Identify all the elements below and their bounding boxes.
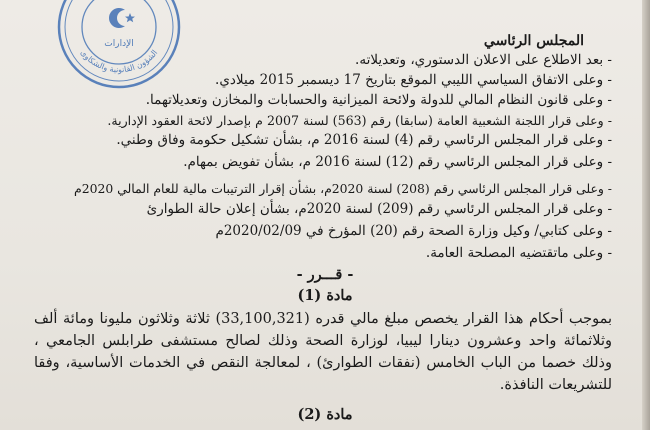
preamble-line: - وعلى قرار المجلس الرئاسي رقم (4) لسنة 2016 م، بشأن تشكيل حكومة وفاق وطني.: [116, 132, 612, 148]
svg-text:الشؤون القانونية والشكاوى: [79, 48, 160, 74]
preamble-line: - وعلى قرار المجلس الرئاسي رقم (208) لسنة 2020م، بشأن إقرار الترتيبات مالية للعام المالي 2020م: [74, 181, 612, 196]
council-heading: المجلس الرئاسي: [483, 33, 584, 49]
official-stamp: [56, 0, 182, 90]
article-2-title: مادة (2): [297, 406, 353, 423]
stamp-bottom-text: الشؤون القانونية والشكاوى: [78, 48, 160, 75]
preamble-line: - وعلى قانون النظام المالي للدولة ولائحة الميزانية والحسابات والمخازن وتعديلاتهما.: [145, 92, 612, 108]
preamble-line: - بعد الاطلاع على الاعلان الدستوري، وتعديلاته.: [355, 52, 612, 68]
preamble-line: - وعلى ماتقتضيه المصلحة العامة.: [425, 245, 612, 261]
article-1-title: مادة (1): [297, 287, 353, 304]
preamble-line: - وعلى قرار المجلس الرئاسي رقم (12) لسنة 2016 م، بشأن تفويض بمهام.: [183, 154, 612, 170]
crescent-star-icon: [109, 8, 135, 28]
article-1-text: بموجب أحكام هذا القرار يخصص مبلغ مالي قدره (33,100,321) ثلاثة وثلاثون مليونا ومائة ألف وثلاثمائة واحد وعشرون دينارا ليبيا، لوزارة الصحة وذلك لصالح مستشفى طرابلس الجامعي ، وذلك خصما من الباب الخامس (نفقات الطوارئ) ، لمعالجة النقص في الخدمات الأساسية، وفقا للتشريعات النافذة.: [34, 311, 613, 393]
stamp-mid-text: الإدارات: [104, 39, 134, 49]
preamble-line: - وعلى كتابي/ وكيل وزارة الصحة رقم (20) المؤرخ في 2020/02/09م: [215, 223, 612, 239]
preamble-line: - وعلى الاتفاق السياسي الليبي الموقع بتاريخ 17 ديسمبر 2015 ميلادي.: [215, 72, 612, 88]
preamble-line: - وعلى قرار المجلس الرئاسي رقم (209) لسنة 2020م، بشأن إعلان حالة الطوارئ: [146, 201, 612, 217]
page-edge: [642, 0, 650, 430]
preamble-line: - وعلى قرار اللجنة الشعبية العامة (سابقا) رقم (563) لسنة 2007 م بإصدار لائحة العقود الإدارية.: [107, 113, 612, 128]
decision-label: - قـــرر -: [296, 266, 354, 283]
